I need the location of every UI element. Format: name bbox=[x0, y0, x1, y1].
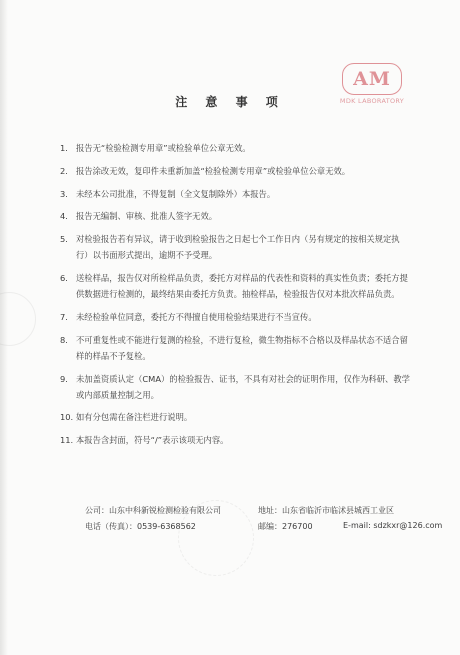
notice-number: 1. bbox=[60, 143, 68, 153]
notice-item bbox=[60, 332, 412, 364]
notice-number: 3. bbox=[60, 188, 68, 199]
notice-item bbox=[60, 163, 412, 179]
notice-number: 9. bbox=[60, 373, 68, 384]
notice-text: 未加盖资质认定（CMA）的检验报告、证书，不具有对社会的证明作用，仅作为科研、教学或内部质量控制之用。 bbox=[76, 373, 410, 400]
notice-text: 未经本公司批准，不得复制（全文复制除外）本报告。 bbox=[76, 188, 276, 199]
notice-number: 5. bbox=[60, 234, 68, 245]
footer-row bbox=[85, 505, 445, 521]
notice-number: 6. bbox=[60, 273, 68, 283]
notice-text: 对检验报告若有异议，请于收到检验报告之日起七个工作日内（另有规定的按相关规定执行）以书面形式提出，逾期不予受理。 bbox=[76, 234, 400, 261]
notice-text: 报告涂改无效，复印件未重新加盖“检验检测专用章”或检验单位公章无效。 bbox=[76, 165, 351, 176]
notice-item bbox=[60, 186, 412, 202]
notice-text: 送检样品，报告仅对所检样品负责，委托方对样品的代表性和资料的真实性负责；委托方提供数据进行检测的，最终结果由委托方负责。抽检样品，检验报告仅对本批次样品负责。 bbox=[76, 273, 408, 300]
notice-text: 不可重复性或不能进行复测的检验，不进行复检，微生物指标不合格以及样品状态不适合留样的样品不予复检。 bbox=[76, 334, 408, 361]
am-logo-subtext: MDK LABORATORY bbox=[339, 97, 405, 105]
notice-item bbox=[60, 371, 412, 403]
notice-item bbox=[60, 270, 412, 302]
notice-number: 10. bbox=[60, 412, 74, 423]
notice-number: 4. bbox=[60, 211, 68, 222]
company-name: 公司：山东中科新锐检测检验有限公司 bbox=[85, 506, 221, 515]
am-logo-mark: AM bbox=[353, 68, 391, 90]
notice-item bbox=[60, 309, 412, 325]
contact-footer bbox=[85, 505, 445, 537]
notice-text: 未经检验单位同意，委托方不得擅自使用检验结果进行不当宣传。 bbox=[76, 311, 317, 322]
notice-item bbox=[60, 208, 412, 224]
page-title: 注 意 事 项 bbox=[175, 95, 285, 109]
footer-row bbox=[85, 521, 445, 537]
notice-number: 2. bbox=[60, 165, 68, 176]
faded-seal-impression bbox=[0, 292, 36, 346]
notice-item bbox=[60, 231, 412, 263]
notice-text: 如有分包需在备注栏进行说明。 bbox=[76, 412, 193, 423]
notice-text: 报告无编制、审核、批准人签字无效。 bbox=[76, 211, 218, 222]
company-address: 地址：山东省临沂市临沭县城西工业区 bbox=[258, 506, 394, 515]
am-logo-frame bbox=[342, 63, 402, 95]
notice-list bbox=[60, 140, 412, 455]
notice-item bbox=[60, 140, 412, 156]
postcode: 邮编：276700 bbox=[258, 522, 313, 531]
notice-text: 本报告含封面，符号“/”表示该项无内容。 bbox=[76, 435, 229, 446]
notice-number: 11. bbox=[60, 435, 74, 446]
phone-fax: 电话（传真）：0539-6368562 bbox=[85, 522, 196, 531]
notice-item bbox=[60, 409, 412, 425]
notice-number: 7. bbox=[60, 311, 68, 322]
notice-item bbox=[60, 432, 412, 448]
notice-number: 8. bbox=[60, 334, 68, 345]
email-address: E-mail: sdzkxr@126.com bbox=[343, 521, 443, 530]
notice-text: 报告无“检验检测专用章”或检验单位公章无效。 bbox=[76, 143, 251, 153]
